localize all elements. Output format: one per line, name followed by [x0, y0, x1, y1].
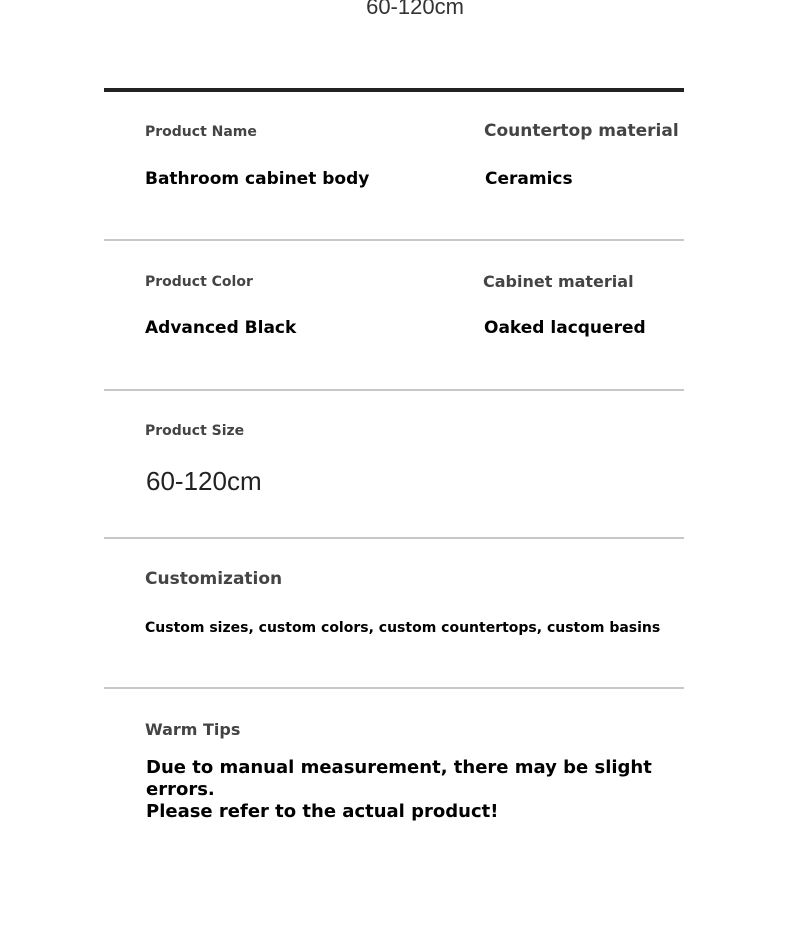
product-name-label: Product Name: [145, 124, 257, 140]
product-color-label: Product Color: [145, 274, 253, 290]
cabinet-material-value: Oaked lacquered: [484, 318, 646, 338]
top-size-text: 60-120cm: [366, 0, 464, 19]
product-color-value: Advanced Black: [145, 318, 297, 338]
warm-tips-line-2: Please refer to the actual product!: [146, 801, 499, 822]
customization-value: Custom sizes, custom colors, custom countertops, custom basins: [145, 620, 661, 636]
divider-2: [104, 389, 684, 391]
divider-4: [104, 687, 684, 689]
warm-tips-line-1: Due to manual measurement, there may be slight errors.: [146, 757, 652, 800]
countertop-material-value: Ceramics: [485, 169, 573, 189]
divider-1: [104, 239, 684, 241]
customization-label: Customization: [145, 569, 283, 589]
top-divider: [104, 88, 684, 92]
warm-tips-text: [146, 757, 706, 823]
product-name-value: Bathroom cabinet body: [145, 169, 370, 189]
cabinet-material-label: Cabinet material: [483, 272, 634, 291]
countertop-material-label: Countertop material: [484, 121, 679, 141]
divider-3: [104, 537, 684, 539]
product-size-value: 60-120cm: [146, 466, 262, 496]
product-size-label: Product Size: [145, 423, 245, 439]
warm-tips-label: Warm Tips: [145, 720, 241, 739]
